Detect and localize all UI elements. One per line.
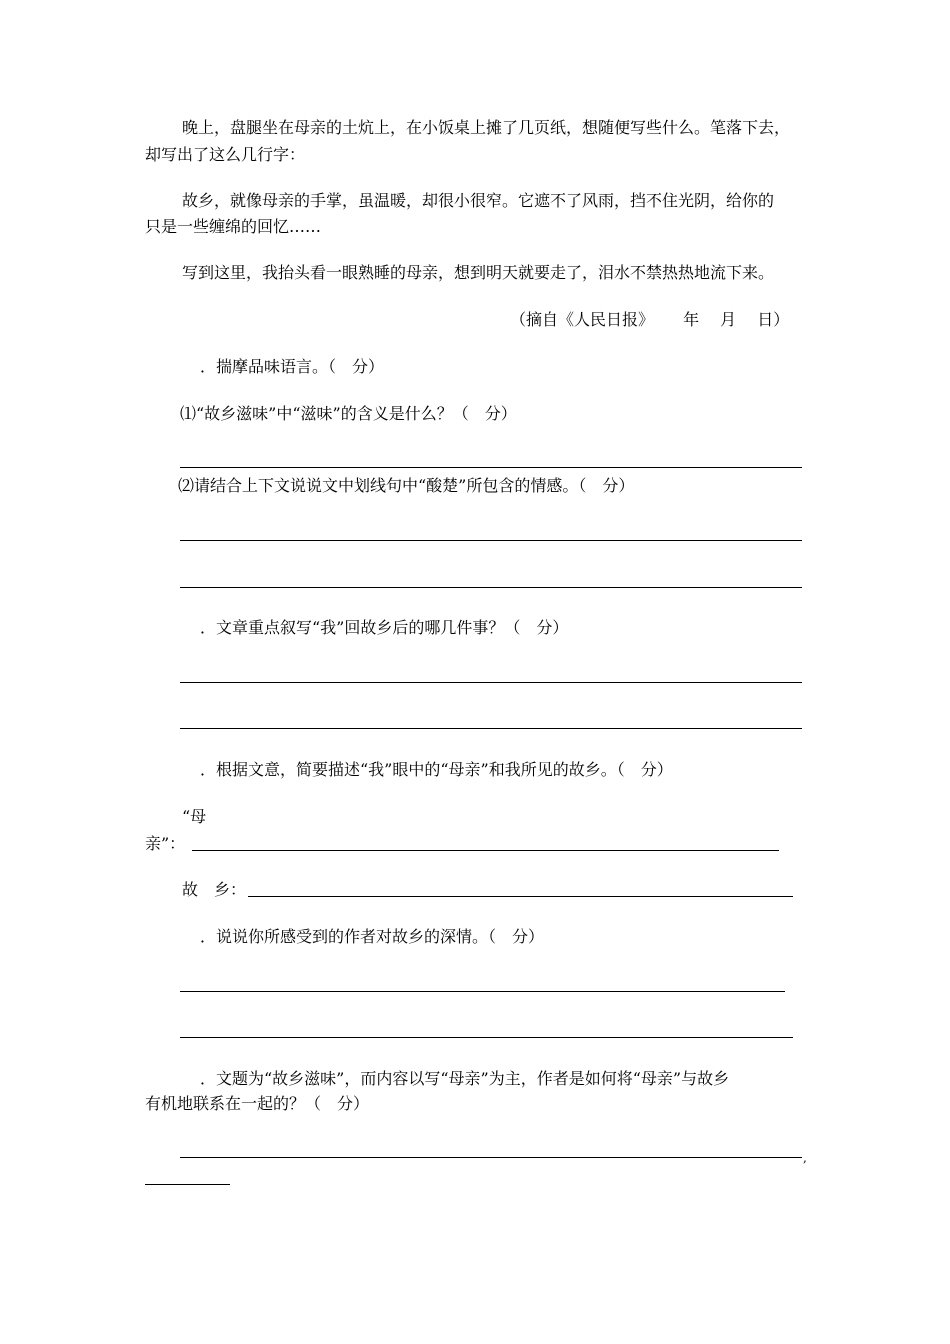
passage-source: （摘自《人民日报》 年 月 日） [510,310,790,329]
trailing-comma: , [803,1151,807,1165]
question-5-prompt-line-1: ．文题为“故乡滋味”，而内容以写“母亲”为主，作者是如何将“母亲”与故乡 [200,1069,730,1088]
question-1-2-prompt: ⑵请结合上下文说说文中划线句中“酸楚”所包含的情感。（ 分） [178,476,635,495]
answer-line-1-1[interactable] [180,467,802,468]
answer-line-5b[interactable] [145,1184,230,1185]
answer-line-2b[interactable] [180,728,802,729]
passage-paragraph-2-line-1: 故乡，就像母亲的手掌，虽温暖，却很小很窄。它遮不了风雨，挡不住光阴，给你的 [182,191,775,210]
mother-label-bottom: 亲”： [145,834,186,853]
passage-paragraph-3: 写到这里，我抬头看一眼熟睡的母亲，想到明天就要走了，泪水不禁热热地流下来。 [182,263,775,282]
answer-line-hometown[interactable] [248,896,793,897]
answer-line-1-2a[interactable] [180,540,802,541]
question-1-title: ．揣摩品味语言。（ 分） [200,357,385,376]
answer-line-4a[interactable] [180,991,785,992]
question-3-prompt: ．根据文意，简要描述“我”眼中的“母亲”和我所见的故乡。（ 分） [200,760,673,779]
answer-line-1-2b[interactable] [180,587,802,588]
answer-line-2a[interactable] [180,682,802,683]
passage-paragraph-1-line-2: 却写出了这么几行字： [145,145,306,164]
mother-label-top: “母 [182,807,207,826]
hometown-label: 故 乡： [182,880,247,899]
answer-line-4b[interactable] [180,1037,793,1038]
question-2-prompt: ．文章重点叙写“我”回故乡后的哪几件事？（ 分） [200,618,569,637]
passage-paragraph-2-line-2: 只是一些缠绵的回忆…… [145,217,322,236]
question-4-prompt: ．说说你所感受到的作者对故乡的深情。（ 分） [200,927,545,946]
answer-line-5a[interactable] [180,1157,802,1158]
question-1-1-prompt: ⑴“故乡滋味”中“滋味”的含义是什么？（ 分） [180,404,517,423]
question-5-prompt-line-2: 有机地联系在一起的？（ 分） [145,1094,370,1113]
passage-paragraph-1-line-1: 晚上，盘腿坐在母亲的土炕上，在小饭桌上摊了几页纸，想随便写些什么。笔落下去， [182,118,791,137]
answer-line-mother[interactable] [192,850,779,851]
